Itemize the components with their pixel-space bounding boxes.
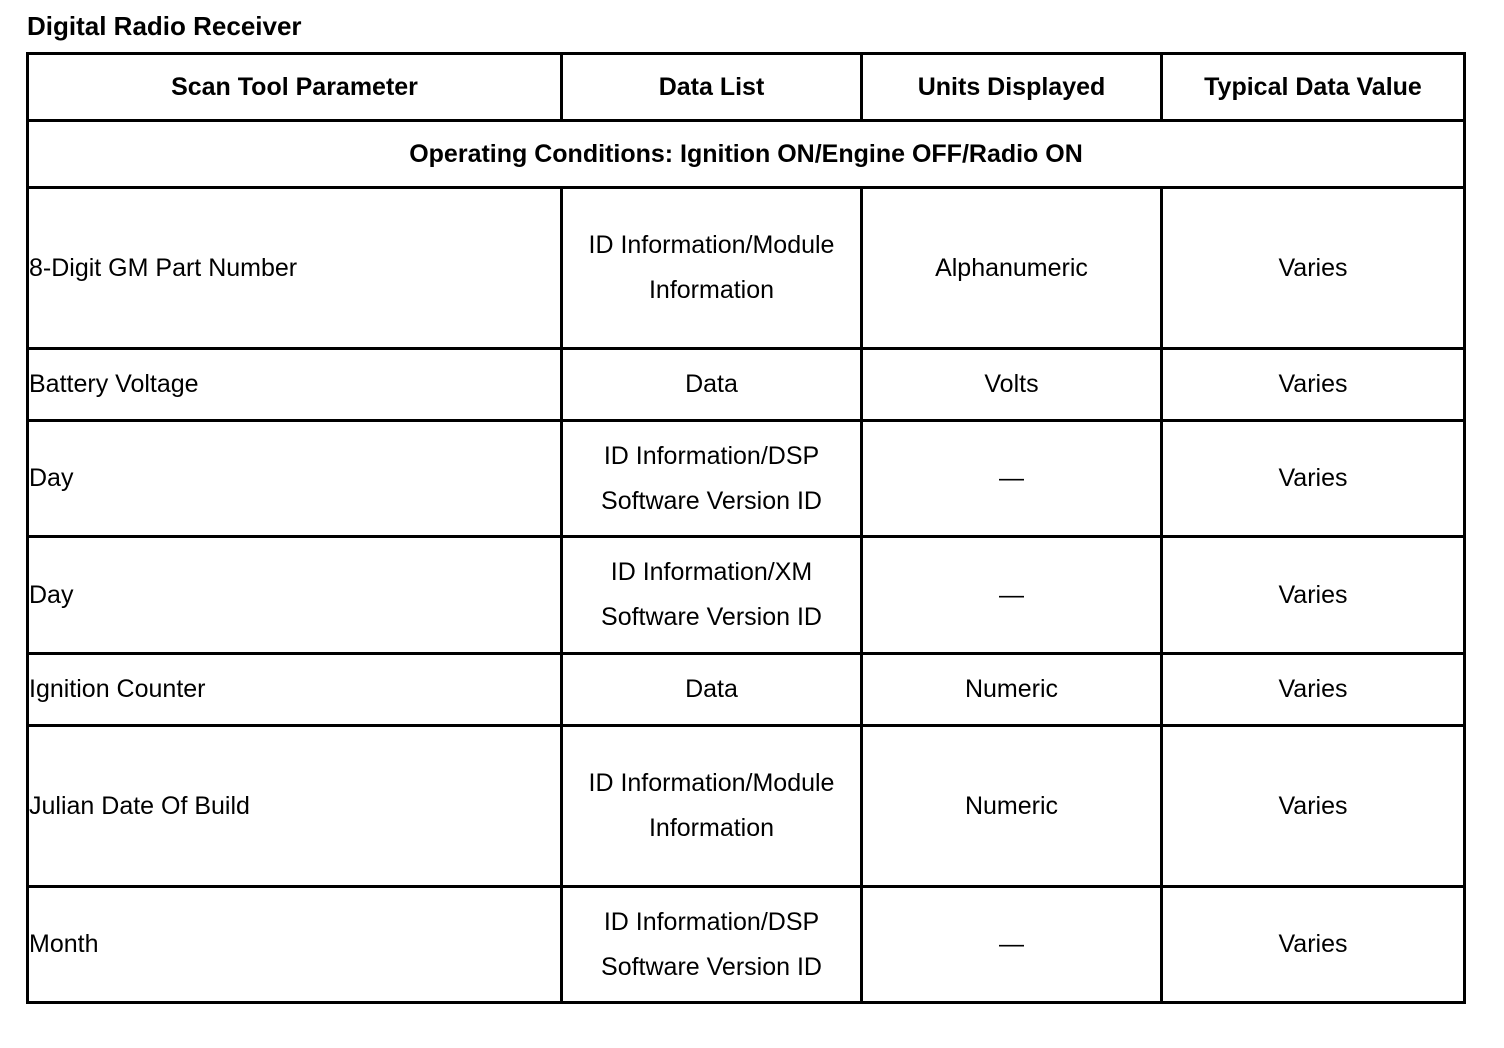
- data-list-text: ID Information/XM Software Version ID: [601, 558, 822, 631]
- parameter-cell: Day: [28, 537, 562, 654]
- parameter-cell: Battery Voltage: [28, 349, 562, 421]
- data-list-cell: Data: [562, 654, 862, 726]
- data-list-text: ID Information/DSP Software Version ID: [601, 907, 822, 981]
- typical-value-cell: Varies: [1162, 537, 1465, 654]
- scan-tool-data-table: [26, 52, 1466, 1004]
- data-list-text: ID Information/Module Information: [588, 231, 835, 304]
- header-units-displayed: Units Displayed: [862, 54, 1162, 121]
- parameter-cell: Month: [28, 887, 562, 1003]
- document-title: Digital Radio Receiver: [27, 11, 302, 41]
- typical-value-cell: Varies: [1162, 349, 1465, 421]
- parameter-cell: Julian Date Of Build: [28, 726, 562, 887]
- header-typical-data-value: Typical Data Value: [1162, 54, 1465, 121]
- table-row: [28, 726, 1465, 887]
- operating-conditions: Operating Conditions: Ignition ON/Engine OFF/Radio ON: [28, 121, 1465, 188]
- data-list-cell: [562, 537, 862, 654]
- data-list-cell: Data: [562, 349, 862, 421]
- header-scan-tool-parameter: Scan Tool Parameter: [28, 54, 562, 121]
- parameter-cell: Day: [28, 421, 562, 537]
- data-list-cell: [562, 188, 862, 349]
- data-list-text: ID Information/DSP Software Version ID: [601, 441, 822, 515]
- data-list-text: ID Information/Module Information: [588, 769, 835, 842]
- units-cell: —: [862, 537, 1162, 654]
- units-cell: —: [862, 421, 1162, 537]
- conditions-row: [28, 121, 1465, 188]
- parameter-cell: Ignition Counter: [28, 654, 562, 726]
- data-list-cell: [562, 726, 862, 887]
- typical-value-cell: Varies: [1162, 654, 1465, 726]
- typical-value-cell: Varies: [1162, 726, 1465, 887]
- units-cell: Volts: [862, 349, 1162, 421]
- typical-value-cell: Varies: [1162, 188, 1465, 349]
- typical-value-cell: Varies: [1162, 887, 1465, 1003]
- table-row: [28, 654, 1465, 726]
- header-row: [28, 54, 1465, 121]
- units-cell: Alphanumeric: [862, 188, 1162, 349]
- units-cell: —: [862, 887, 1162, 1003]
- typical-value-cell: Varies: [1162, 421, 1465, 537]
- table-row: [28, 421, 1465, 537]
- data-list-cell: [562, 421, 862, 537]
- units-cell: Numeric: [862, 726, 1162, 887]
- parameter-cell: 8-Digit GM Part Number: [28, 188, 562, 349]
- table-row: [28, 887, 1465, 1003]
- data-list-cell: [562, 887, 862, 1003]
- units-cell: Numeric: [862, 654, 1162, 726]
- table-row: [28, 537, 1465, 654]
- table-row: [28, 188, 1465, 349]
- table-row: [28, 349, 1465, 421]
- header-data-list: Data List: [562, 54, 862, 121]
